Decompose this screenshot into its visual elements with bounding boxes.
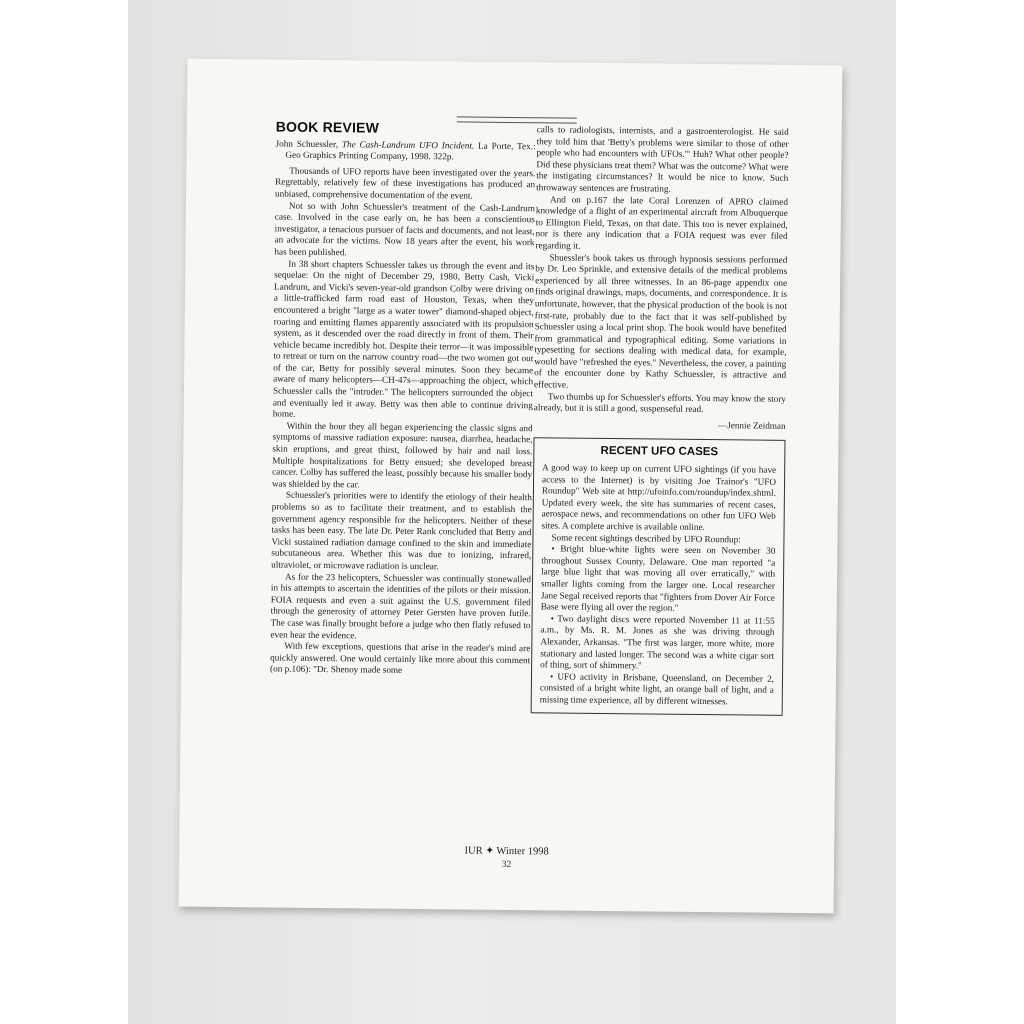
review-paragraph: Shuessler's book takes us through hypnosis sessions performed by Dr. Leo Sprinkle, and extensive details of the medical problems experienced by all three witnesses. In an 86-page appendix one finds original drawings, maps, documents, and correspondence. It is unfortunate, however, that the physical production of the book is not first-rate, probably due to the fact that it was self-published by Schuessler using a local print shop. The book would have benefited from grammatical and typographical editing. Some variations in typesetting for sections dealing with medical data, for example, would have "refreshed the eyes." Nevertheless, the cover, a painting of the encounter done by Kathy Schuessler, is attractive and effective. [534, 251, 788, 390]
review-paragraph: calls to radiologists, internists, and a gastroenterologist. He said they told him that 'Betty's problems were similar to those of other people who had encounters with UFOs.'" Huh? What other people? Did these physicians treat them? What was the outcome? What were the instigating circumstances? It would be nice to know. Such throwaway sentences are frustrating. [536, 124, 789, 194]
recent-cases-item: • UFO activity in Brisbane, Queensland, on December 2, consisted of a bright white light, an orange ball of light, and a missing time experience, all by different witnesses. [539, 671, 775, 707]
page-number: 32 [501, 859, 512, 871]
review-paragraph: Schuessler's priorities were to identify the etiology of their health problems so as to facilitate their treatment, and to establish the government agency responsible for the helicopters. Neither of these tasks has been easy. The late Dr. Peter Rank concluded that Betty and Vicki sustained radiation damage confined to the skin and immediate subcutaneous area. Whether this was due to ionizing, infrared, ultraviolet, or microwave radiation is unclear. [271, 490, 532, 572]
recent-cases-box [531, 438, 786, 716]
review-paragraph: Not so with John Schuessler's treatment of the Cash-Landrum case. Involved in the case early on, he has been a conscientious investigator, a tenacious pursuer of facts and documents, and not least, an advocate for the victims. Now 18 years after the event, his work has been published. [274, 200, 535, 258]
recent-cases-paragraph: A good way to keep up on current UFO sightings (if you have access to the Internet) is by visiting Joe Trainor's "UFO Roundup" Web site at http://ufoinfo.com/roundup/index.shtml. Updated every week, the site has summaries of recent cases, aerospace news, and recommendations on other fun UFO Web sites. A complete archive is available online. [541, 462, 777, 533]
review-paragraph: In 38 short chapters Schuessler takes us through the event and its sequelae: On the night of December 29, 1980, Betty Cash, Vicki Landrum, and Vicki's seven-year-old grandson Colby were driving on a little-trafficked farm road east of Houston, Texas, when they encountered a bright "large as a water tower" diamond-shaped object, roaring and emitting flames apparently associated with its propulsion system, as it descended over the road directly in front of them. Their vehicle became incredibly hot. Despite their terror—it was impossible to retreat or turn on the narrow country road—the two women got out of the car, Betty for possibly several minutes. Soon they became aware of many helicopters—CH-47s—approaching the object, which Schuessler calls the "intruder." The helicopters surrounded the object and eventually led it away. Betty was then able to continue driving home. [272, 258, 535, 419]
recent-cases-item: • Bright blue-white lights were seen on November 30 throughout Sussex County, Delaware. One man reported "a large blue light that was moving all over erratically," with smaller lights coming from the larger one. Local researcher Jane Segal received reports that "fighters from Dover Air Force Base were flying all over the region." [540, 543, 776, 613]
book-review-heading: BOOK REVIEW [275, 118, 380, 136]
review-signature: —Jennie Zeidman [717, 420, 786, 431]
header-rule [457, 116, 577, 123]
review-paragraph: With few exceptions, questions that arise in the reader's mind are quickly answered. One would certainly like more about this comment (on p.106): "Dr. Shenoy made some [270, 640, 531, 676]
citation-title: The Cash-Landrum UFO Incident. [341, 138, 475, 151]
citation-publisher: La Porte, Tex.: Geo Graphics Printing Company, 1998. 322p. [285, 140, 536, 162]
magazine-page [179, 59, 843, 914]
left-column [270, 118, 536, 679]
review-paragraph: Within the hour they all began experiencing the classic signs and symptoms of massive radiation exposure: nausea, diarrhea, headache, skin eruptions, and great thirst, followed by hair and nail loss. Multiple hospitalizations for Betty ensued; she developed breast cancer. Colby has suffered the least, possibly because his smaller body was shielded by the car. [271, 420, 533, 490]
recent-cases-heading: RECENT UFO CASES [600, 445, 719, 459]
review-paragraph: Two thumbs up for Schuessler's efforts. You may know the story already, but it is still a good, suspenseful read. [533, 391, 786, 415]
recent-cases-paragraph: Some recent sightings described by UFO Roundup: [551, 532, 741, 545]
right-column [531, 124, 789, 715]
issue-footer: IUR ✦ Winter 1998 [464, 845, 549, 858]
citation-author: John Schuessler, [275, 138, 339, 149]
review-paragraph: Thousands of UFO reports have been investigated over the years. Regrettably, relatively few of these investigations has produced an unbiased, comprehensive documentation of the event. [274, 165, 536, 201]
book-citation [275, 138, 535, 164]
review-paragraph: And on p.167 the late Coral Lorenzen of APRO claimed knowledge of a flight of an experimental aircraft from Albuquerque to Ellington Field, Texas, on that date. This too is never explained, nor is there any indication that a FOIA request was ever filed regarding it. [535, 193, 789, 251]
review-paragraph: As for the 23 helicopters, Schuessler was continually stonewalled in his attempts to ascertain the identities of the pilots or their mission. FOIA requests and even a suit against the U.S. government filed through the generosity of attorney Peter Gersten have proven futile. The case was finally brought before a judge who then flatly refused to even hear the evidence. [270, 571, 532, 640]
recent-cases-item: • Two daylight discs were reported November 11 at 11:55 a.m., by Ms. R. M. Jones as she was driving through Alexander, Arkansas. "The first was larger, more white, more stationary and lasted longer. The second was a white cigar sort of thing, sort of shimmery." [540, 613, 775, 671]
